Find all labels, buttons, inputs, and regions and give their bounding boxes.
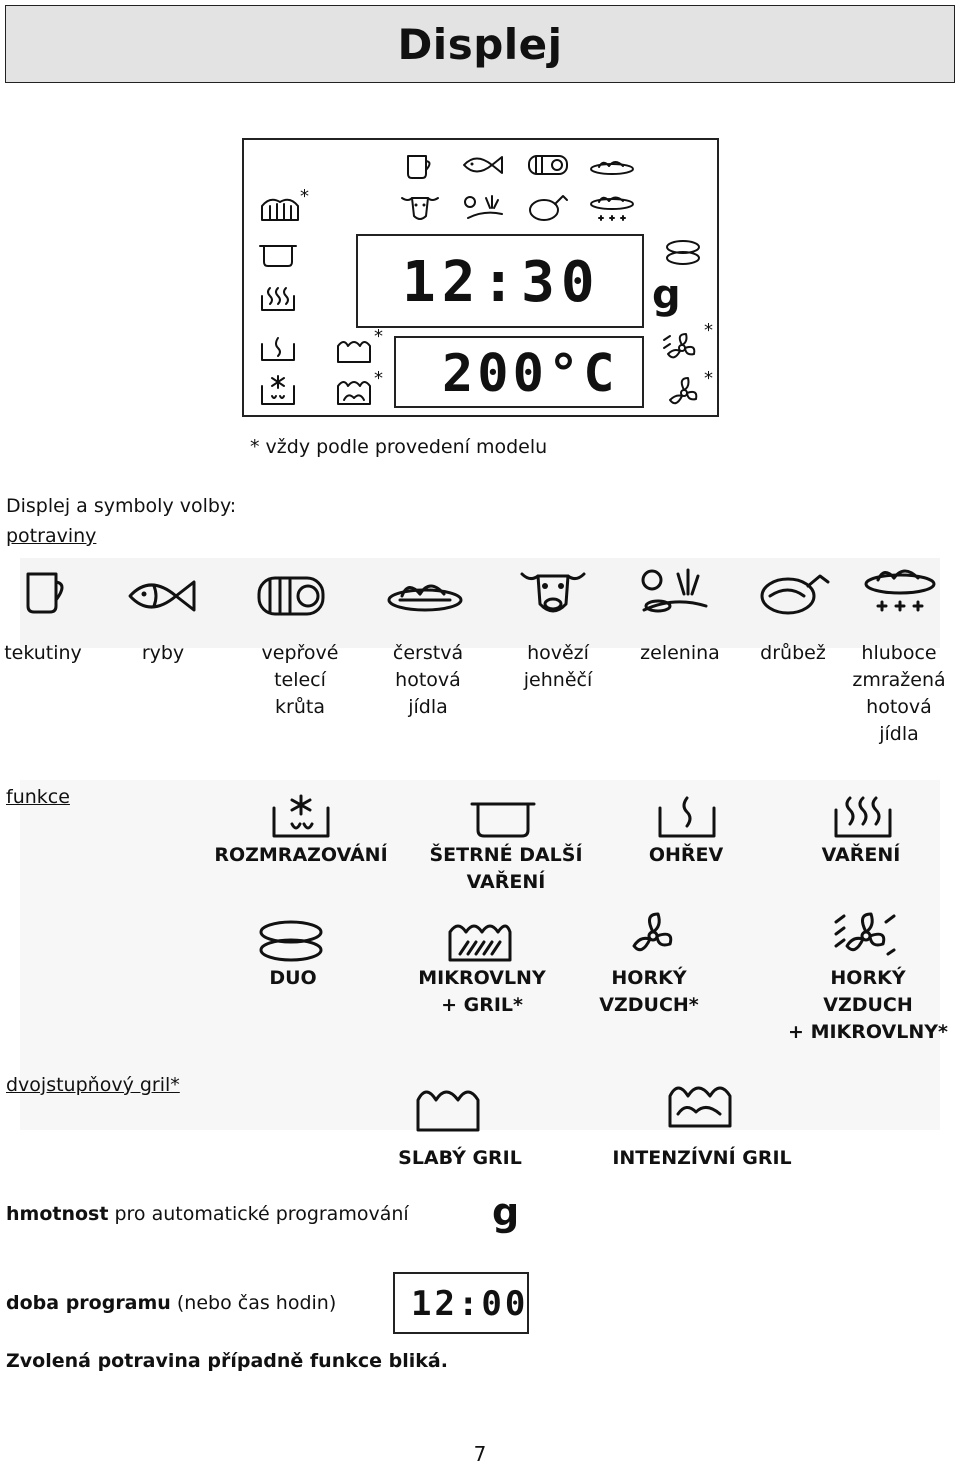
star-mark: * <box>374 368 383 389</box>
function-label-line: HORKÝ <box>611 967 687 989</box>
display-panel <box>242 138 719 417</box>
plate-icon <box>386 574 464 614</box>
low-grill-icon <box>412 1078 484 1134</box>
food-label-line: hluboce <box>861 642 937 664</box>
duo-icon <box>664 238 702 268</box>
fan-microwave-icon <box>834 910 896 962</box>
function-label-line: VAŘENÍ <box>466 871 546 893</box>
food-label-line: tekutiny <box>4 642 82 664</box>
duration-line <box>6 1292 336 1314</box>
food-label <box>846 640 952 748</box>
microwave-grill-icon <box>446 914 514 964</box>
function-label-line: MIKROVLNY <box>418 967 546 989</box>
fish-icon <box>128 576 198 616</box>
high-grill-icon <box>334 374 374 406</box>
pot-icon <box>470 798 536 838</box>
food-label-line: krůta <box>275 696 325 718</box>
frozen-plate-icon <box>589 192 635 226</box>
food-label-line: jídla <box>879 723 919 745</box>
function-label-line: VZDUCH* <box>599 994 699 1016</box>
plate-icon <box>589 154 635 176</box>
temperature-display <box>394 336 644 408</box>
blink-note: Zvolená potravina případně funkce bliká. <box>6 1350 448 1372</box>
function-label <box>406 842 606 896</box>
reheat-icon <box>656 794 718 840</box>
function-label-line: HORKÝ <box>830 967 906 989</box>
pot-icon <box>258 240 298 268</box>
temperature-readout: 200°C <box>442 344 619 404</box>
function-label <box>798 842 924 869</box>
star-mark: * <box>704 320 713 341</box>
high-grill-icon <box>664 1074 736 1130</box>
function-label <box>196 842 406 869</box>
fish-icon <box>462 154 504 176</box>
food-label <box>506 640 610 694</box>
fan-icon <box>664 376 704 410</box>
cow-icon <box>400 192 440 224</box>
time-readout: 12:30 <box>402 250 601 315</box>
fan-microwave-icon <box>662 330 706 366</box>
star-mark: * <box>300 186 309 207</box>
frozen-plate-icon <box>862 566 938 618</box>
meat-roll-icon <box>256 574 326 618</box>
model-note: * vždy podle provedení modelu <box>250 436 548 458</box>
food-label-line: vepřové <box>261 642 339 664</box>
food-label-line: zelenina <box>640 642 720 664</box>
duration-bold: doba programu <box>6 1292 171 1314</box>
cooking-icon <box>832 794 894 840</box>
food-label <box>746 640 840 667</box>
function-label <box>404 965 560 1019</box>
function-label-line: + GRIL* <box>441 994 523 1016</box>
section-foods-heading: potraviny <box>6 525 97 547</box>
vegetables-icon <box>462 192 506 224</box>
vegetables-icon <box>638 566 710 616</box>
high-grill-label: INTENZÍVNÍ GRIL <box>612 1147 792 1169</box>
duo-icon <box>258 920 324 962</box>
weight-glyph: g <box>492 1190 520 1234</box>
food-label-line: drůbež <box>760 642 826 664</box>
low-grill-icon <box>334 334 374 364</box>
fan-icon <box>628 910 678 962</box>
function-label-line: ŠETRNÉ DALŠÍ <box>429 844 583 866</box>
food-label-line: telecí <box>274 669 326 691</box>
function-label-line: OHŘEV <box>648 844 724 866</box>
food-label-line: jídla <box>408 696 448 718</box>
star-mark: * <box>704 368 713 389</box>
function-label-line: VAŘENÍ <box>821 844 901 866</box>
food-label-line: hotová <box>866 696 932 718</box>
page-title: Displej <box>397 20 563 69</box>
weight-rest: pro automatické programování <box>108 1203 409 1225</box>
functions-heading: funkce <box>6 786 70 808</box>
defrost-icon <box>258 374 298 408</box>
title-bar <box>5 5 955 83</box>
food-label-line: ryby <box>141 642 185 664</box>
duration-rest: (nebo čas hodin) <box>170 1292 337 1314</box>
cow-icon <box>518 566 588 618</box>
function-label <box>620 842 752 869</box>
cooking-icon <box>258 284 298 314</box>
grill-heading: dvojstupňový gril* <box>6 1074 180 1096</box>
food-label-line: hotová <box>395 669 461 691</box>
weight-line <box>6 1203 409 1225</box>
duration-readout: 12:00 <box>411 1284 529 1324</box>
food-label-line: čerstvá <box>392 642 464 664</box>
function-label-line: VZDUCH <box>823 994 913 1016</box>
defrost-grill-icon <box>258 192 302 224</box>
page-number: 7 <box>473 1442 487 1466</box>
cup-icon <box>404 152 434 180</box>
food-label <box>2 640 84 667</box>
meat-roll-icon <box>527 154 569 176</box>
function-label-line: ROZMRAZOVÁNÍ <box>214 844 388 866</box>
low-grill-label: SLABÝ GRIL <box>398 1147 522 1169</box>
food-label-line: jehněčí <box>523 669 593 691</box>
cup-icon <box>22 568 70 616</box>
poultry-icon <box>758 570 830 616</box>
function-label <box>584 965 714 1019</box>
food-label <box>250 640 350 721</box>
star-mark: * <box>374 326 383 347</box>
food-label-line: zmražená <box>852 669 946 691</box>
poultry-icon <box>527 192 569 224</box>
food-label <box>378 640 478 721</box>
defrost-icon <box>270 794 332 840</box>
duration-display <box>393 1272 529 1334</box>
function-label-line: DUO <box>269 967 317 989</box>
food-label-line: hovězí <box>527 642 589 664</box>
reheat-icon <box>258 334 298 364</box>
function-label <box>772 965 960 1046</box>
function-label-line: + MIKROVLNY* <box>788 1021 948 1043</box>
function-label <box>248 965 338 992</box>
food-label <box>630 640 730 667</box>
weight-glyph: g <box>652 272 681 318</box>
time-display <box>356 234 644 328</box>
weight-bold: hmotnost <box>6 1203 109 1225</box>
food-label <box>132 640 194 667</box>
section-intro: Displej a symboly volby: <box>6 495 237 517</box>
